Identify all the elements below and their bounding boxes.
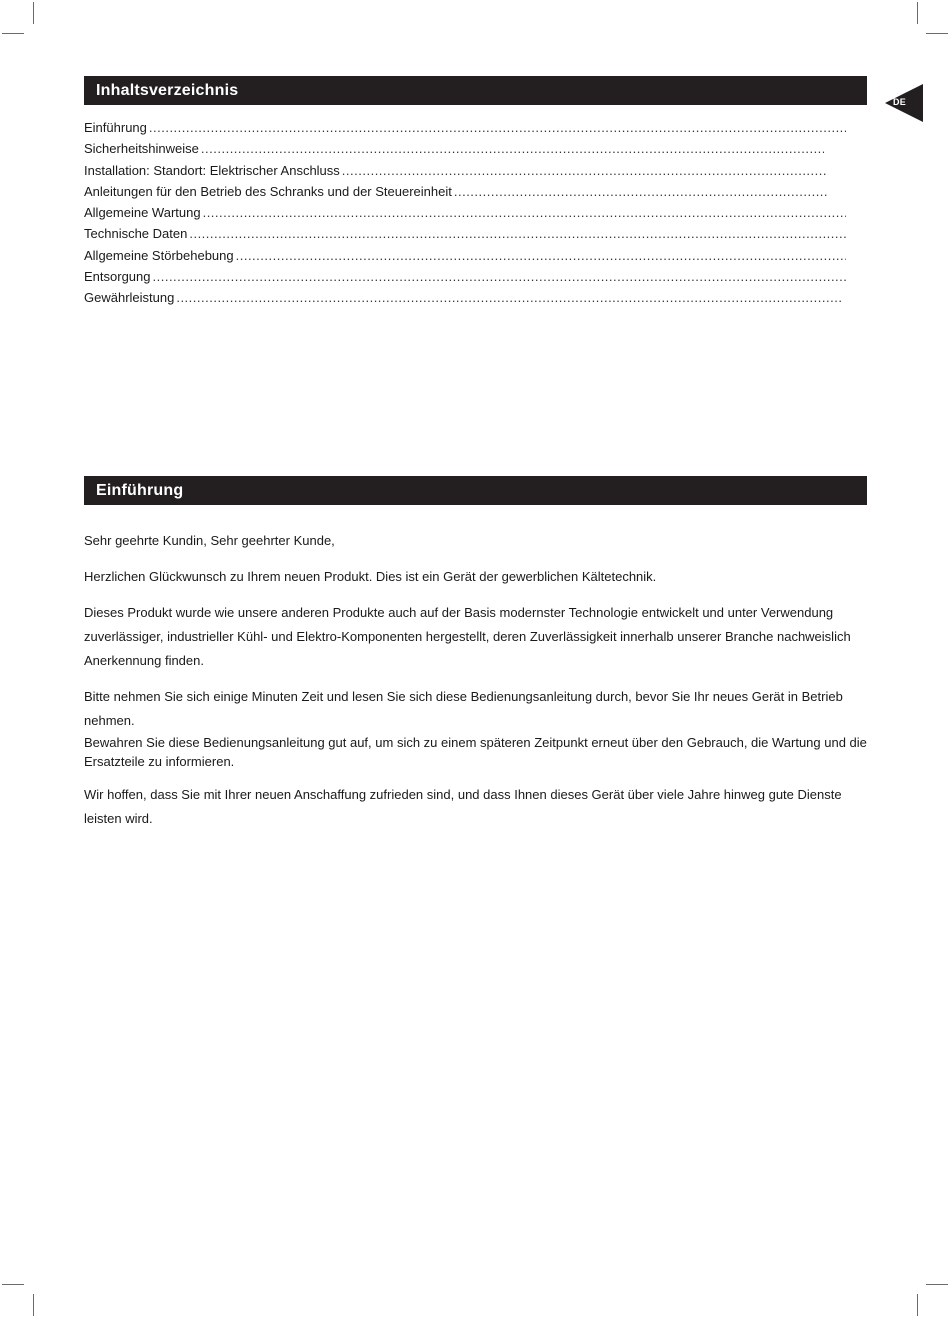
intro-paragraph: Bewahren Sie diese Bedienungsanleitung gut auf, um sich zu einem späteren Zeitpunkt erneut über den Gebrauch, die Wartung und die Ersatzteile zu informieren. [84, 735, 867, 769]
toc-dot-leader [342, 160, 828, 181]
toc-dot-leader [153, 266, 847, 287]
toc-entry[interactable] [84, 117, 846, 138]
toc-entry-label: Entsorgung [84, 269, 151, 285]
toc-dot-leader [201, 138, 824, 159]
toc-entry[interactable] [84, 245, 846, 266]
toc-dot-leader [203, 202, 846, 223]
crop-mark-top-left-vertical [33, 2, 34, 24]
toc-entry-label: Einführung [84, 120, 147, 135]
intro-paragraph: Bitte nehmen Sie sich einige Minuten Zeit und lesen Sie sich diese Bedienungsanleitung durch, bevor Sie Ihr neues Gerät in Betrieb nehmen. [84, 689, 843, 728]
crop-mark-bottom-right-vertical [917, 1294, 918, 1316]
intro-paragraph: Dieses Produkt wurde wie unsere anderen Produkte auch auf der Basis modernster Technologie entwickelt und unter Verwendung zuverlässiger, industrieller Kühl- und Elektro-Komponenten hergestellt, deren Zuverlässigkeit innerhalb unserer Branche nachweislich Anerkennung finden. [84, 605, 851, 668]
intro-salutation: Sehr geehrte Kundin, Sehr geehrter Kunde, [84, 533, 335, 548]
toc-dot-leader [236, 245, 846, 266]
crop-mark-bottom-left-vertical [33, 1294, 34, 1316]
toc-entry-label: Gewährleistung [84, 290, 175, 306]
intro-heading: Einführung [84, 476, 867, 505]
crop-mark-bottom-right-horizontal [926, 1284, 948, 1285]
toc-entry-label: Allgemeine Wartung [84, 205, 201, 221]
language-label: DE [893, 97, 907, 107]
toc-entry[interactable] [84, 160, 846, 181]
toc-entry-label: Technische Daten [84, 226, 188, 242]
toc-entry-label: Installation: Standort: Elektrischer Anschluss [84, 162, 340, 178]
toc-dot-leader [454, 181, 828, 202]
toc-entry[interactable] [84, 223, 846, 244]
toc-list [84, 117, 846, 309]
toc-dot-leader [189, 223, 846, 244]
toc-heading: Inhaltsverzeichnis [84, 76, 867, 105]
toc-entry[interactable] [84, 287, 846, 308]
toc-entry[interactable] [84, 181, 846, 202]
intro-body [84, 529, 874, 843]
intro-paragraph: Herzlichen Glückwunsch zu Ihrem neuen Produkt. Dies ist ein Gerät der gewerblichen Kältetechnik. [84, 569, 657, 584]
crop-mark-bottom-left-horizontal [2, 1284, 24, 1285]
crop-mark-top-right-vertical [917, 2, 918, 24]
toc-entry[interactable] [84, 138, 846, 159]
toc-entry-label: Sicherheitshinweise [84, 141, 199, 157]
toc-entry[interactable] [84, 202, 846, 223]
toc-dot-leader [176, 287, 842, 308]
toc-dot-leader [149, 117, 846, 138]
toc-entry-label: Anleitungen für den Betrieb des Schranks und der Steuereinheit [84, 183, 452, 199]
toc-entry-label: Allgemeine Störbehebung [84, 247, 234, 263]
crop-mark-top-left-horizontal [2, 33, 24, 34]
crop-mark-top-right-horizontal [926, 33, 948, 34]
toc-entry[interactable] [84, 266, 846, 287]
intro-paragraph: Wir hoffen, dass Sie mit Ihrer neuen Anschaffung zufrieden sind, und dass Ihnen dieses Gerät über viele Jahre hinweg gute Dienste leisten wird. [84, 787, 842, 826]
